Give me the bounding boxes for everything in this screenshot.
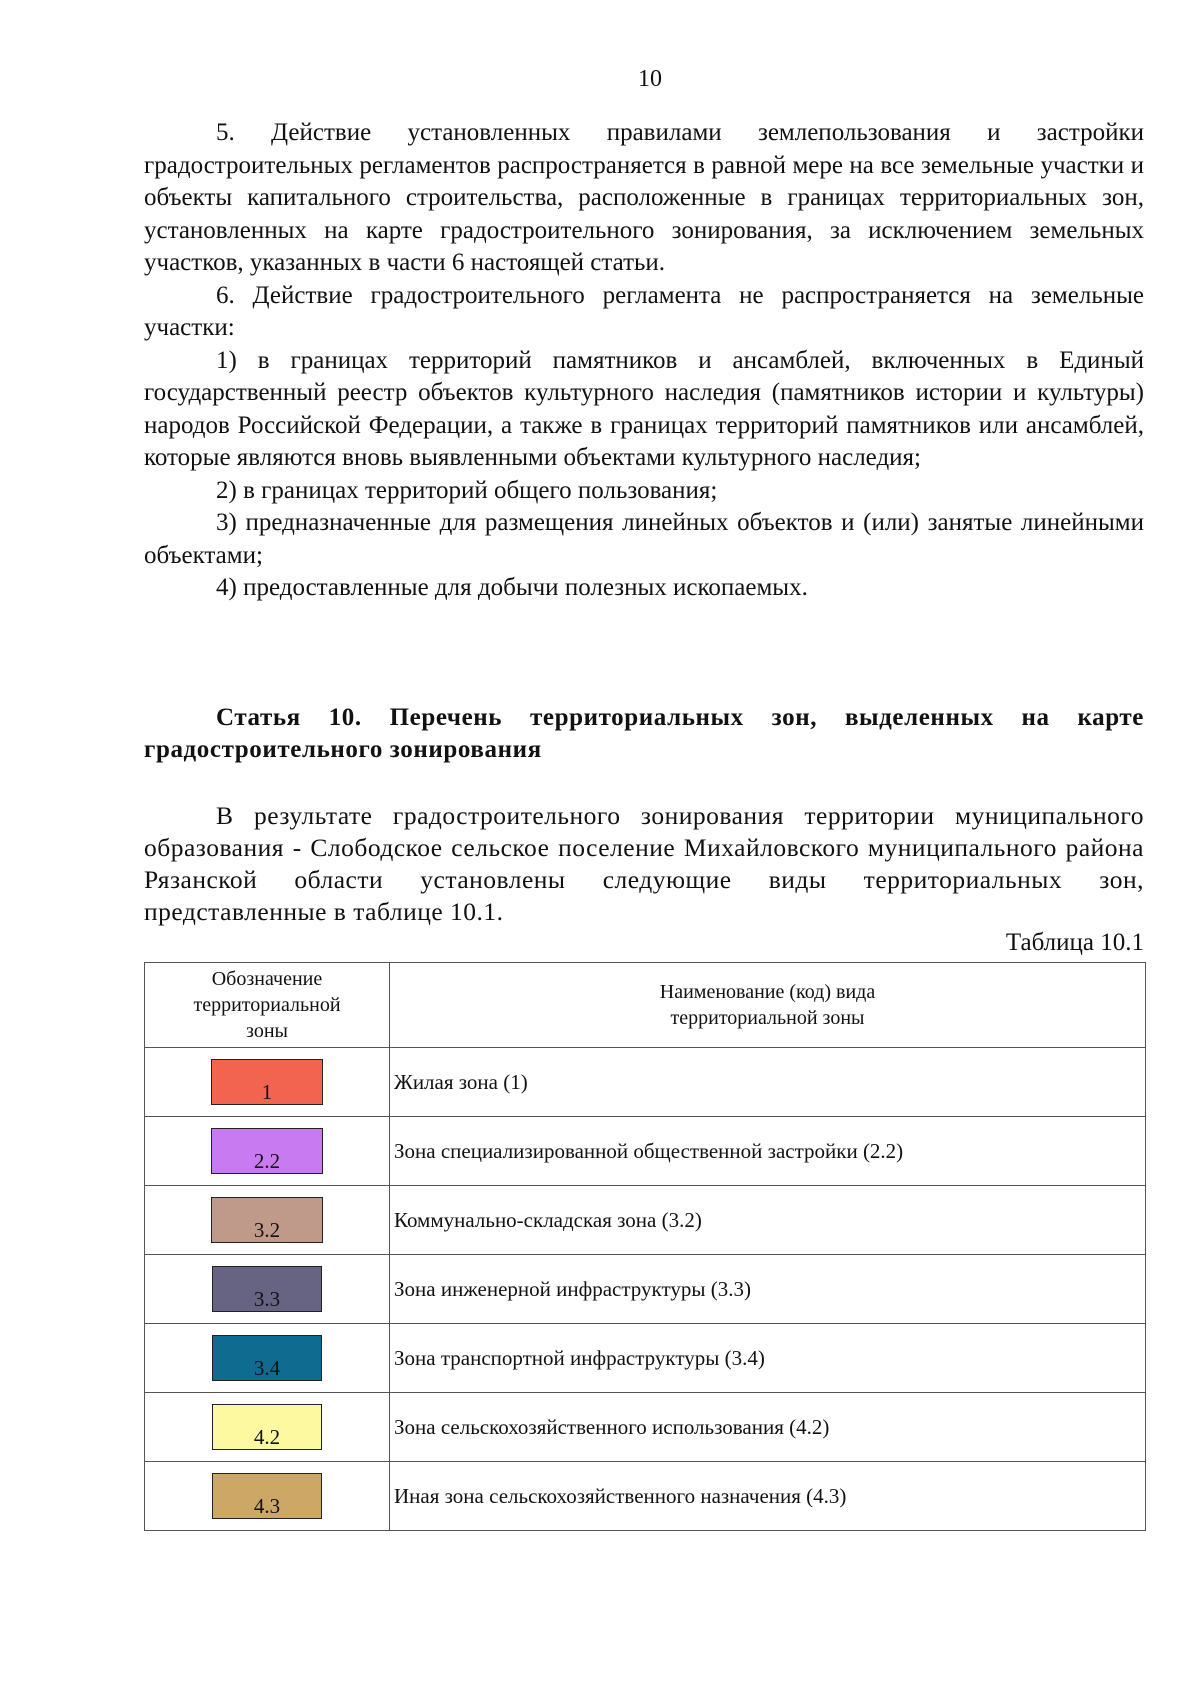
- list-item-4: 4) предоставленные для добычи полезных ископаемых.: [216, 574, 808, 601]
- table-row: [145, 1186, 1146, 1255]
- paragraph-6: 6. Действие градостроительного регламента не распространяется на земельные участки:: [144, 281, 1144, 341]
- article-10-heading: Статья 10. Перечень территориальных зон, выделенных на карте градостроительного зонирования: [144, 704, 1144, 763]
- table-row: [145, 1255, 1146, 1324]
- zone-code-cell: [145, 1255, 390, 1324]
- header-name: Наименование (код) вида территориальной зоны: [390, 963, 1146, 1048]
- zone-code-cell: [145, 1393, 390, 1462]
- zones-table: [144, 962, 1146, 1531]
- intro-paragraph: В результате градостроительного зонирования территории муниципального образования - Слободское сельское поселение Михайловского муниципального района Рязанской области установлены следующие виды территориальных зон, представленные в таблице 10.1.: [144, 801, 1144, 926]
- paragraph-5: 5. Действие установленных правилами землепользования и застройки градостроительных регламентов распространяется в равной мере на все земельные участки и объекты капитального строительства, расположенные в границах территориальных зон, установленных на карте градостроительного зонирования, за исключением земельных участков, указанных в части 6 настоящей статьи.: [144, 119, 1144, 276]
- zone-name: Зона специализированной общественной застройки (2.2): [390, 1117, 1146, 1186]
- zone-code-cell: [145, 1186, 390, 1255]
- list-item-3: 3) предназначенные для размещения линейных объектов и (или) занятые линейными объектами;: [144, 509, 1144, 569]
- zone-code-cell: [145, 1048, 390, 1117]
- zone-code-cell: [145, 1117, 390, 1186]
- page-number: 10: [638, 66, 662, 92]
- article-9-text: [144, 117, 1144, 605]
- zone-name: Зона инженерной инфраструктуры (3.3): [390, 1255, 1146, 1324]
- zone-name: Зона сельскохозяйственного использования (4.2): [390, 1393, 1146, 1462]
- table-header-row: [145, 963, 1146, 1048]
- zone-code-cell: [145, 1324, 390, 1393]
- zone-color-swatch: 4.2: [212, 1404, 322, 1450]
- table-row: [145, 1324, 1146, 1393]
- list-item-1: 1) в границах территорий памятников и ансамблей, включенных в Единый государственный реестр объектов культурного наследия (памятников истории и культуры) народов Российской Федерации, а также в границах территорий памятников или ансамблей, которые являются вновь выявленными объектами культурного наследия;: [144, 346, 1144, 471]
- table-row: [145, 1393, 1146, 1462]
- zone-name: Жилая зона (1): [390, 1048, 1146, 1117]
- zone-color-swatch: 3.2: [211, 1197, 323, 1243]
- zone-name: Зона транспортной инфраструктуры (3.4): [390, 1324, 1146, 1393]
- zone-color-swatch: 3.3: [212, 1266, 322, 1312]
- zone-color-swatch: 4.3: [212, 1473, 322, 1519]
- table-row: [145, 1462, 1146, 1531]
- header-code: Обозначение территориальной зоны: [145, 963, 390, 1048]
- table-row: [145, 1117, 1146, 1186]
- table-caption: Таблица 10.1: [1005, 929, 1144, 956]
- zone-code-cell: [145, 1462, 390, 1531]
- zone-color-swatch: 2.2: [211, 1128, 323, 1174]
- zone-color-swatch: 3.4: [212, 1335, 322, 1381]
- zone-name: Иная зона сельскохозяйственного назначения (4.3): [390, 1462, 1146, 1531]
- zone-name: Коммунально-складская зона (3.2): [390, 1186, 1146, 1255]
- list-item-2: 2) в границах территорий общего пользования;: [216, 476, 718, 504]
- zone-color-swatch: 1: [211, 1059, 323, 1105]
- table-row: [145, 1048, 1146, 1117]
